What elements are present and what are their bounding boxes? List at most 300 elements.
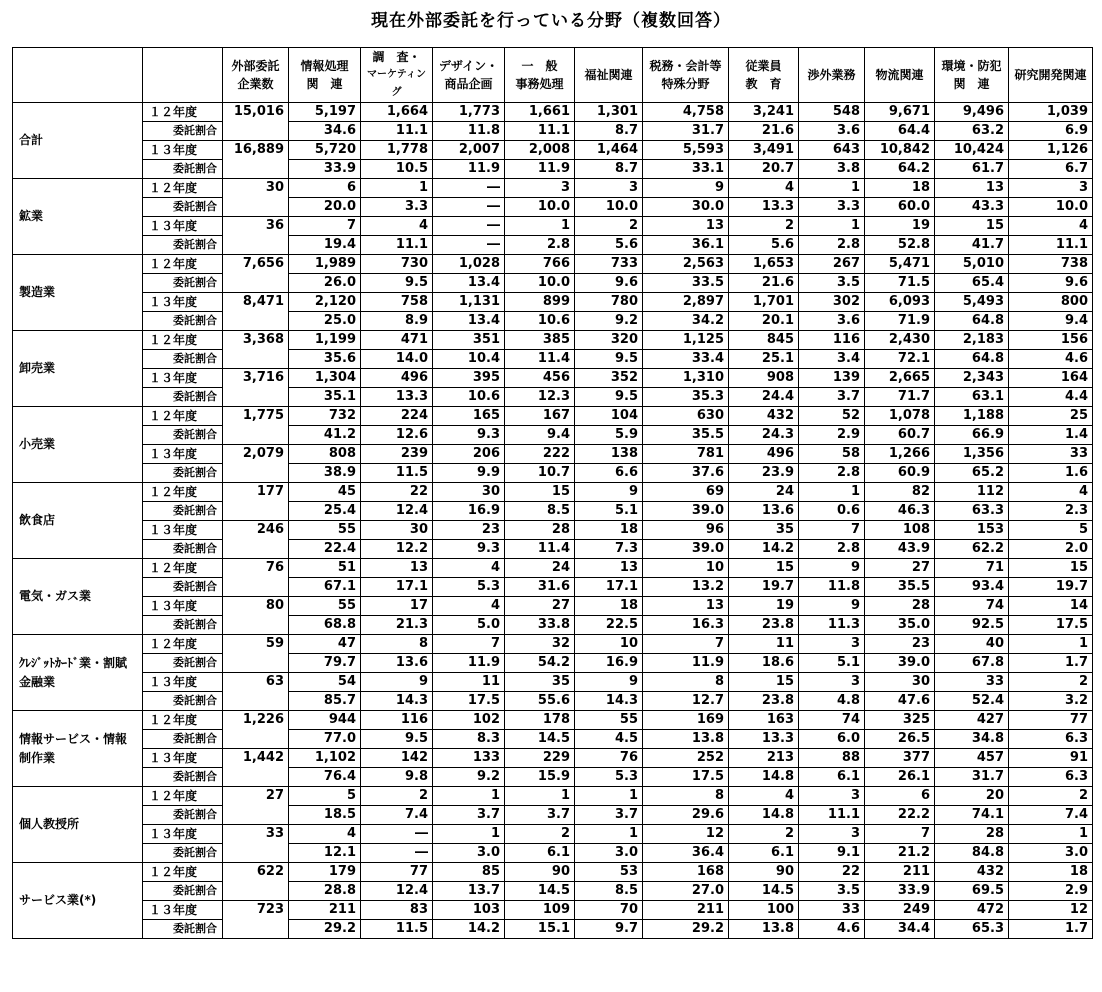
value-cell: ―	[433, 179, 505, 198]
ratio-cell: 39.0	[865, 654, 935, 673]
value-cell: 88	[799, 749, 865, 768]
value-cell: 142	[361, 749, 433, 768]
ratio-cell: 68.8	[289, 616, 361, 635]
value-cell: 1,778	[361, 141, 433, 160]
company-count: 177	[223, 483, 289, 521]
ratio-label: 委託割合	[143, 312, 223, 331]
ratio-cell: 23.9	[729, 464, 799, 483]
value-cell: 472	[935, 901, 1009, 920]
value-cell: 213	[729, 749, 799, 768]
company-count: 622	[223, 863, 289, 901]
value-cell: 2	[729, 217, 799, 236]
ratio-cell: 11.8	[433, 122, 505, 141]
ratio-cell: 72.1	[865, 350, 935, 369]
ratio-cell: 33.1	[643, 160, 729, 179]
ratio-cell: 6.1	[799, 768, 865, 787]
value-cell: 12	[1009, 901, 1093, 920]
value-cell: 2,343	[935, 369, 1009, 388]
ratio-cell: 13.8	[643, 730, 729, 749]
value-cell: 103	[433, 901, 505, 920]
value-cell: 82	[865, 483, 935, 502]
table-row	[13, 350, 1093, 369]
year-label: １３年度	[143, 825, 223, 844]
ratio-cell: 5.1	[799, 654, 865, 673]
ratio-cell: 64.2	[865, 160, 935, 179]
company-count: 76	[223, 559, 289, 597]
ratio-cell: 37.6	[643, 464, 729, 483]
value-cell: 30	[433, 483, 505, 502]
ratio-cell: 43.3	[935, 198, 1009, 217]
value-cell: 2,008	[505, 141, 575, 160]
ratio-cell: 10.0	[505, 274, 575, 293]
value-cell: 179	[289, 863, 361, 882]
ratio-cell: 41.7	[935, 236, 1009, 255]
value-cell: 11	[729, 635, 799, 654]
value-cell: 23	[865, 635, 935, 654]
year-label: １３年度	[143, 521, 223, 540]
ratio-label: 委託割合	[143, 654, 223, 673]
ratio-cell: 16.3	[643, 616, 729, 635]
value-cell: 4	[433, 559, 505, 578]
ratio-cell: 3.0	[575, 844, 643, 863]
table-row	[13, 464, 1093, 483]
value-cell: 206	[433, 445, 505, 464]
ratio-cell: 11.9	[643, 654, 729, 673]
ratio-cell: 14.0	[361, 350, 433, 369]
value-cell: 4	[729, 179, 799, 198]
value-cell: 211	[865, 863, 935, 882]
ratio-cell: 34.6	[289, 122, 361, 141]
ratio-cell: 35.3	[643, 388, 729, 407]
year-label: １２年度	[143, 407, 223, 426]
ratio-cell: 19.7	[729, 578, 799, 597]
year-label: １２年度	[143, 863, 223, 882]
value-cell: 395	[433, 369, 505, 388]
value-cell: 5,593	[643, 141, 729, 160]
value-cell: 30	[865, 673, 935, 692]
ratio-cell: 14.5	[505, 882, 575, 901]
column-header	[865, 48, 935, 103]
ratio-cell: 13.3	[361, 388, 433, 407]
ratio-cell: 29.6	[643, 806, 729, 825]
value-cell: 456	[505, 369, 575, 388]
ratio-cell: 54.2	[505, 654, 575, 673]
ratio-cell: 26.1	[865, 768, 935, 787]
value-cell: 2	[729, 825, 799, 844]
value-cell: 1,126	[1009, 141, 1093, 160]
ratio-label: 委託割合	[143, 882, 223, 901]
value-cell: 1	[575, 825, 643, 844]
value-cell: 643	[799, 141, 865, 160]
ratio-cell: 60.9	[865, 464, 935, 483]
ratio-cell: 5.1	[575, 502, 643, 521]
value-cell: 116	[361, 711, 433, 730]
value-cell: 249	[865, 901, 935, 920]
ratio-cell: 55.6	[505, 692, 575, 711]
ratio-cell: 9.1	[799, 844, 865, 863]
ratio-cell: 21.2	[865, 844, 935, 863]
table-row	[13, 787, 1093, 806]
ratio-cell: 6.3	[1009, 768, 1093, 787]
ratio-cell: 3.3	[361, 198, 433, 217]
value-cell: 8	[361, 635, 433, 654]
ratio-label: 委託割合	[143, 540, 223, 559]
ratio-cell: 36.1	[643, 236, 729, 255]
ratio-cell: 13.3	[729, 198, 799, 217]
ratio-cell: 5.3	[575, 768, 643, 787]
table-row	[13, 578, 1093, 597]
ratio-cell: 12.4	[361, 882, 433, 901]
ratio-label: 委託割合	[143, 502, 223, 521]
column-header	[289, 48, 361, 103]
ratio-cell: 10.6	[505, 312, 575, 331]
table-row	[13, 654, 1093, 673]
value-cell: 4	[729, 787, 799, 806]
value-cell: 1,701	[729, 293, 799, 312]
table-row	[13, 369, 1093, 388]
ratio-cell: 14.3	[575, 692, 643, 711]
value-cell: ―	[361, 825, 433, 844]
value-cell: 352	[575, 369, 643, 388]
column-header-line: 調 査・	[372, 50, 421, 64]
ratio-cell: 30.0	[643, 198, 729, 217]
ratio-cell: 8.7	[575, 160, 643, 179]
value-cell: 899	[505, 293, 575, 312]
ratio-cell: 26.0	[289, 274, 361, 293]
year-label: １３年度	[143, 749, 223, 768]
ratio-cell: 12.3	[505, 388, 575, 407]
value-cell: 377	[865, 749, 935, 768]
value-cell: 9	[575, 673, 643, 692]
ratio-cell: 25.0	[289, 312, 361, 331]
ratio-cell: 3.5	[799, 882, 865, 901]
header-row	[13, 48, 1093, 103]
column-header	[1009, 48, 1093, 103]
value-cell: 800	[1009, 293, 1093, 312]
industry-name: 卸売業	[13, 331, 143, 407]
value-cell: 4	[1009, 483, 1093, 502]
value-cell: 252	[643, 749, 729, 768]
ratio-cell: 9.5	[361, 730, 433, 749]
ratio-cell: 18.5	[289, 806, 361, 825]
value-cell: 6	[865, 787, 935, 806]
value-cell: 102	[433, 711, 505, 730]
ratio-cell: 17.5	[1009, 616, 1093, 635]
ratio-label: 委託割合	[143, 274, 223, 293]
value-cell: 732	[289, 407, 361, 426]
value-cell: 4	[433, 597, 505, 616]
value-cell: 156	[1009, 331, 1093, 350]
ratio-cell: 8.5	[575, 882, 643, 901]
ratio-cell: 39.0	[643, 540, 729, 559]
ratio-cell: 11.1	[1009, 236, 1093, 255]
ratio-cell: 14.8	[729, 768, 799, 787]
ratio-cell: 6.1	[729, 844, 799, 863]
ratio-cell: 18.6	[729, 654, 799, 673]
company-count: 16,889	[223, 141, 289, 179]
ratio-cell: 15.1	[505, 920, 575, 939]
table-row	[13, 711, 1093, 730]
ratio-cell: 1.4	[1009, 426, 1093, 445]
value-cell: 18	[575, 521, 643, 540]
ratio-cell: 3.0	[433, 844, 505, 863]
value-cell: 548	[799, 103, 865, 122]
ratio-cell: 4.6	[1009, 350, 1093, 369]
value-cell: 1	[799, 483, 865, 502]
ratio-cell: 9.2	[575, 312, 643, 331]
value-cell: 28	[505, 521, 575, 540]
industry-name: 鉱業	[13, 179, 143, 255]
value-cell: 10,842	[865, 141, 935, 160]
ratio-cell: 9.2	[433, 768, 505, 787]
value-cell: 5,493	[935, 293, 1009, 312]
value-cell: 3	[505, 179, 575, 198]
value-cell: 35	[729, 521, 799, 540]
value-cell: 780	[575, 293, 643, 312]
ratio-cell: 13.4	[433, 274, 505, 293]
ratio-cell: 3.6	[799, 312, 865, 331]
value-cell: 3,241	[729, 103, 799, 122]
table-row	[13, 521, 1093, 540]
value-cell: 40	[935, 635, 1009, 654]
value-cell: 351	[433, 331, 505, 350]
ratio-cell: 28.8	[289, 882, 361, 901]
ratio-cell: 11.9	[505, 160, 575, 179]
value-cell: 2,120	[289, 293, 361, 312]
value-cell: 104	[575, 407, 643, 426]
ratio-cell: 20.0	[289, 198, 361, 217]
table-row	[13, 540, 1093, 559]
ratio-cell: 0.6	[799, 502, 865, 521]
table-body	[13, 48, 1093, 939]
industry-name: サービス業(*)	[13, 863, 143, 939]
value-cell: 1	[361, 179, 433, 198]
industry-name: 小売業	[13, 407, 143, 483]
value-cell: 1,661	[505, 103, 575, 122]
column-header-line: 従業員	[745, 59, 782, 73]
value-cell: 211	[643, 901, 729, 920]
ratio-cell: 16.9	[433, 502, 505, 521]
value-cell: 5,197	[289, 103, 361, 122]
ratio-cell: 13.7	[433, 882, 505, 901]
column-header-line: 環境・防犯	[941, 59, 1002, 73]
ratio-cell: 60.7	[865, 426, 935, 445]
value-cell: 13	[643, 217, 729, 236]
value-cell: 3	[799, 825, 865, 844]
value-cell: 2,430	[865, 331, 935, 350]
value-cell: 1,989	[289, 255, 361, 274]
ratio-cell: 65.4	[935, 274, 1009, 293]
ratio-cell: 3.7	[433, 806, 505, 825]
ratio-label: 委託割合	[143, 160, 223, 179]
ratio-cell: 8.9	[361, 312, 433, 331]
value-cell: 1	[433, 825, 505, 844]
ratio-cell: 10.0	[505, 198, 575, 217]
ratio-cell: 74.1	[935, 806, 1009, 825]
table-row	[13, 293, 1093, 312]
ratio-cell: 39.0	[643, 502, 729, 521]
ratio-cell: 12.6	[361, 426, 433, 445]
ratio-cell: 11.1	[799, 806, 865, 825]
company-count: 3,716	[223, 369, 289, 407]
year-label: １２年度	[143, 787, 223, 806]
column-header-line: 物流関連	[875, 68, 924, 82]
value-cell: 15	[1009, 559, 1093, 578]
value-cell: 70	[575, 901, 643, 920]
value-cell: 85	[433, 863, 505, 882]
ratio-label: 委託割合	[143, 768, 223, 787]
table-row	[13, 844, 1093, 863]
value-cell: 18	[575, 597, 643, 616]
ratio-cell: 7.3	[575, 540, 643, 559]
company-count: 33	[223, 825, 289, 863]
column-header	[643, 48, 729, 103]
value-cell: 24	[729, 483, 799, 502]
ratio-cell: 35.5	[865, 578, 935, 597]
value-cell: 302	[799, 293, 865, 312]
value-cell: 153	[935, 521, 1009, 540]
value-cell: 69	[643, 483, 729, 502]
year-label: １２年度	[143, 483, 223, 502]
ratio-cell: 2.8	[799, 540, 865, 559]
ratio-cell: 13.6	[729, 502, 799, 521]
industry-name: 合計	[13, 103, 143, 179]
value-cell: 5	[1009, 521, 1093, 540]
value-cell: 1,266	[865, 445, 935, 464]
value-cell: 1,078	[865, 407, 935, 426]
value-cell: 55	[289, 521, 361, 540]
ratio-cell: 2.0	[1009, 540, 1093, 559]
value-cell: 496	[729, 445, 799, 464]
value-cell: 1	[505, 787, 575, 806]
industry-name: ｸﾚｼﾞｯﾄｶｰﾄﾞ業・割賦金融業	[13, 635, 143, 711]
ratio-cell: 64.4	[865, 122, 935, 141]
ratio-cell: 33.9	[289, 160, 361, 179]
ratio-label: 委託割合	[143, 426, 223, 445]
ratio-cell: 35.5	[643, 426, 729, 445]
ratio-cell: 3.7	[799, 388, 865, 407]
table-row	[13, 692, 1093, 711]
ratio-cell: 3.2	[1009, 692, 1093, 711]
ratio-cell: 33.5	[643, 274, 729, 293]
value-cell: 10,424	[935, 141, 1009, 160]
ratio-cell: 9.4	[1009, 312, 1093, 331]
table-row	[13, 806, 1093, 825]
ratio-cell: 11.9	[433, 654, 505, 673]
value-cell: 33	[935, 673, 1009, 692]
ratio-label: 委託割合	[143, 616, 223, 635]
value-cell: 109	[505, 901, 575, 920]
table-row	[13, 255, 1093, 274]
value-cell: 224	[361, 407, 433, 426]
value-cell: 13	[575, 559, 643, 578]
ratio-label: 委託割合	[143, 388, 223, 407]
ratio-cell: 5.9	[575, 426, 643, 445]
table-row	[13, 768, 1093, 787]
table-row	[13, 274, 1093, 293]
ratio-cell: 13.3	[729, 730, 799, 749]
value-cell: 25	[1009, 407, 1093, 426]
value-cell: 139	[799, 369, 865, 388]
value-cell: 27	[865, 559, 935, 578]
ratio-cell: 66.9	[935, 426, 1009, 445]
ratio-cell: 14.2	[729, 540, 799, 559]
year-label: １２年度	[143, 635, 223, 654]
ratio-cell: 69.5	[935, 882, 1009, 901]
value-cell: 138	[575, 445, 643, 464]
value-cell: 1,464	[575, 141, 643, 160]
year-label: １３年度	[143, 901, 223, 920]
ratio-cell: 9.5	[361, 274, 433, 293]
ratio-cell: 77.0	[289, 730, 361, 749]
value-cell: 9	[575, 483, 643, 502]
ratio-label: 委託割合	[143, 730, 223, 749]
value-cell: 28	[865, 597, 935, 616]
ratio-cell: 29.2	[289, 920, 361, 939]
value-cell: 90	[505, 863, 575, 882]
value-cell: 22	[361, 483, 433, 502]
value-cell: 781	[643, 445, 729, 464]
value-cell: 630	[643, 407, 729, 426]
ratio-cell: 71.7	[865, 388, 935, 407]
table-row	[13, 122, 1093, 141]
ratio-cell: 17.1	[361, 578, 433, 597]
value-cell: 1,131	[433, 293, 505, 312]
ratio-cell: 35.0	[865, 616, 935, 635]
ratio-cell: ―	[433, 198, 505, 217]
ratio-cell: 9.7	[575, 920, 643, 939]
company-count: 2,079	[223, 445, 289, 483]
year-label: １２年度	[143, 255, 223, 274]
ratio-label: 委託割合	[143, 236, 223, 255]
company-count: 8,471	[223, 293, 289, 331]
ratio-cell: 24.4	[729, 388, 799, 407]
industry-name: 製造業	[13, 255, 143, 331]
company-count: 27	[223, 787, 289, 825]
table-row	[13, 445, 1093, 464]
value-cell: 30	[361, 521, 433, 540]
ratio-cell: 22.5	[575, 616, 643, 635]
value-cell: 10	[643, 559, 729, 578]
ratio-cell: 52.4	[935, 692, 1009, 711]
ratio-cell: 60.0	[865, 198, 935, 217]
ratio-cell: 14.2	[433, 920, 505, 939]
table-row	[13, 198, 1093, 217]
value-cell: 1,199	[289, 331, 361, 350]
value-cell: 5,471	[865, 255, 935, 274]
value-cell: 5,720	[289, 141, 361, 160]
column-header	[935, 48, 1009, 103]
value-cell: 10	[575, 635, 643, 654]
ratio-cell: 43.9	[865, 540, 935, 559]
value-cell: 4	[361, 217, 433, 236]
ratio-cell: 17.5	[643, 768, 729, 787]
ratio-cell: 67.8	[935, 654, 1009, 673]
ratio-cell: 63.2	[935, 122, 1009, 141]
value-cell: 2	[575, 217, 643, 236]
column-header-line: 企業数	[237, 77, 274, 91]
value-cell: 1,028	[433, 255, 505, 274]
ratio-cell: 8.5	[505, 502, 575, 521]
year-label: １３年度	[143, 293, 223, 312]
ratio-cell: 12.1	[289, 844, 361, 863]
ratio-cell: 3.6	[799, 122, 865, 141]
value-cell: 222	[505, 445, 575, 464]
table-row	[13, 217, 1093, 236]
company-count: 3,368	[223, 331, 289, 369]
ratio-label: 委託割合	[143, 806, 223, 825]
value-cell: 808	[289, 445, 361, 464]
